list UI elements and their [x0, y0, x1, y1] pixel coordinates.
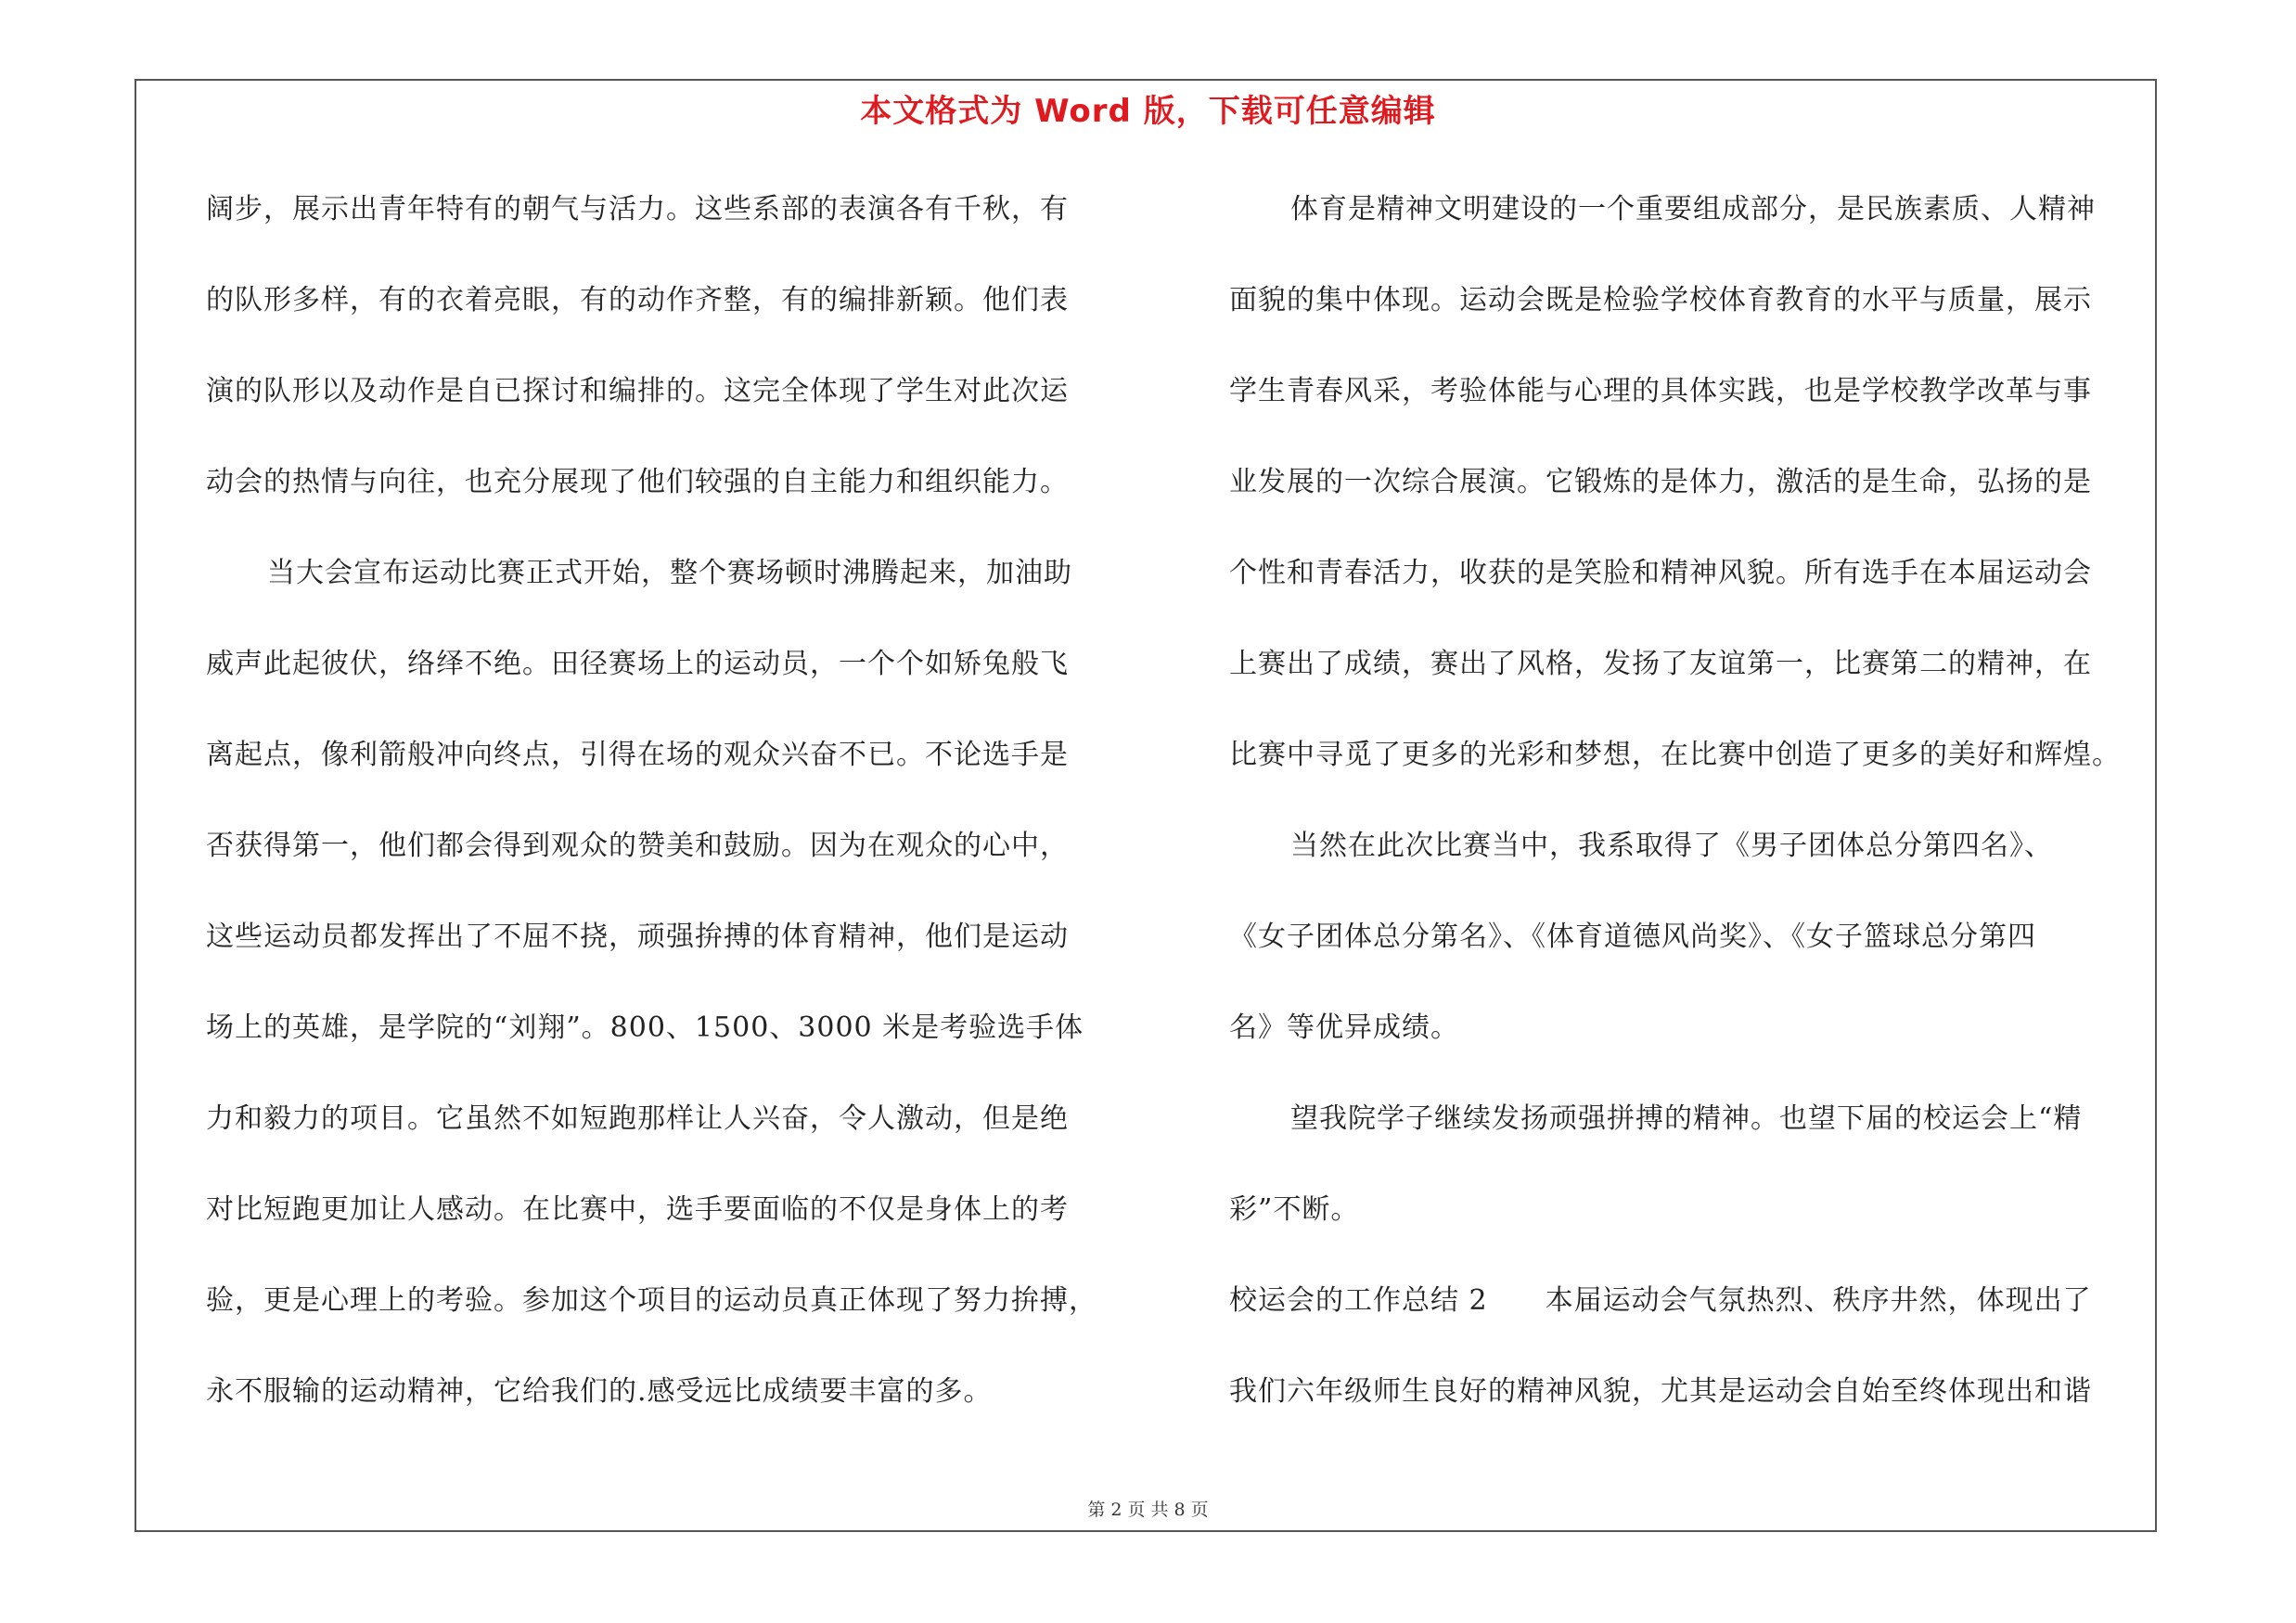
text-line: 的队形多样，有的衣着亮眼，有的动作齐整，有的编排新颖。他们表 [206, 284, 1069, 316]
text-line: 望我院学子继续发扬顽强拼搏的精神。也望下届的校运会上“精 [1290, 1102, 2083, 1135]
text-line: 上赛出了成绩，赛出了风格，发扬了友谊第一，比赛第二的精神，在 [1229, 648, 2092, 680]
editable-notice-banner: 本文格式为 Word 版，下载可任意编辑 [860, 93, 1436, 130]
text-line: 当大会宣布运动比赛正式开始，整个赛场顿时沸腾起来，加油助 [267, 557, 1072, 589]
text-line: 动会的热情与向往，也充分展现了他们较强的自主能力和组织能力。 [206, 466, 1069, 498]
text-line: 个性和青春活力，收获的是笑脸和精神风貌。所有选手在本届运动会 [1229, 557, 2092, 589]
section-heading-line: 校运会的工作总结 2 本届运动会气氛热烈、秩序井然，体现出了 [1229, 1284, 2092, 1317]
text-line: 验，更是心理上的考验。参加这个项目的运动员真正体现了努力拚搏， [206, 1284, 1097, 1317]
text-line: 学生青春风采，考验体能与心理的具体实践，也是学校教学改革与事 [1229, 375, 2092, 407]
right-column [1229, 178, 2157, 1451]
text-line: 名》等优异成绩。 [1229, 1011, 1459, 1044]
text-line: 离起点，像利箭般冲向终点，引得在场的观众兴奋不已。不论选手是 [206, 739, 1069, 771]
text-line: 比赛中寻觅了更多的光彩和梦想，在比赛中创造了更多的美好和辉煌。 [1229, 739, 2121, 771]
text-line: 我们六年级师生良好的精神风貌，尤其是运动会自始至终体现出和谐 [1229, 1375, 2092, 1408]
text-line: 彩”不断。 [1229, 1193, 1360, 1226]
text-line: 力和毅力的项目。它虽然不如短跑那样让人兴奋，令人激动，但是绝 [206, 1102, 1069, 1135]
text-line: 否获得第一，他们都会得到观众的赞美和鼓励。因为在观众的心中， [206, 830, 1069, 862]
page-number-footer: 第 2 页 共 8 页 [1087, 1500, 1209, 1520]
text-line: 体育是精神文明建设的一个重要组成部分，是民族素质、人精神 [1290, 193, 2096, 225]
text-line: 阔步，展示出青年特有的朝气与活力。这些系部的表演各有千秋，有 [206, 193, 1069, 225]
text-line: 这些运动员都发挥出了不屈不挠，顽强拚搏的体育精神，他们是运动 [206, 921, 1069, 953]
text-line: 对比短跑更加让人感动。在比赛中，选手要面临的不仅是身体上的考 [206, 1193, 1069, 1226]
text-line: 威声此起彼伏，络绎不绝。田径赛场上的运动员，一个个如矫兔般飞 [206, 648, 1069, 680]
text-line: 面貌的集中体现。运动会既是检验学校体育教育的水平与质量，展示 [1229, 284, 2092, 316]
text-line: 演的队形以及动作是自已探讨和编排的。这完全体现了学生对此次运 [206, 375, 1069, 407]
text-line: 当然在此次比赛当中，我系取得了《男子团体总分第四名》、 [1290, 830, 2053, 862]
text-line: 永不服输的运动精神，它给我们的.感受远比成绩要丰富的多。 [206, 1375, 993, 1408]
text-line: 业发展的一次综合展演。它锻炼的是体力，激活的是生命，弘扬的是 [1229, 466, 2092, 498]
text-line: 《女子团体总分第名》、《体育道德风尚奖》、《女子篮球总分第四 [1229, 921, 2036, 953]
text-line: 场上的英雄，是学院的“刘翔”。800、1500、3000 米是考验选手体 [206, 1011, 1084, 1044]
left-column [206, 178, 1134, 1451]
